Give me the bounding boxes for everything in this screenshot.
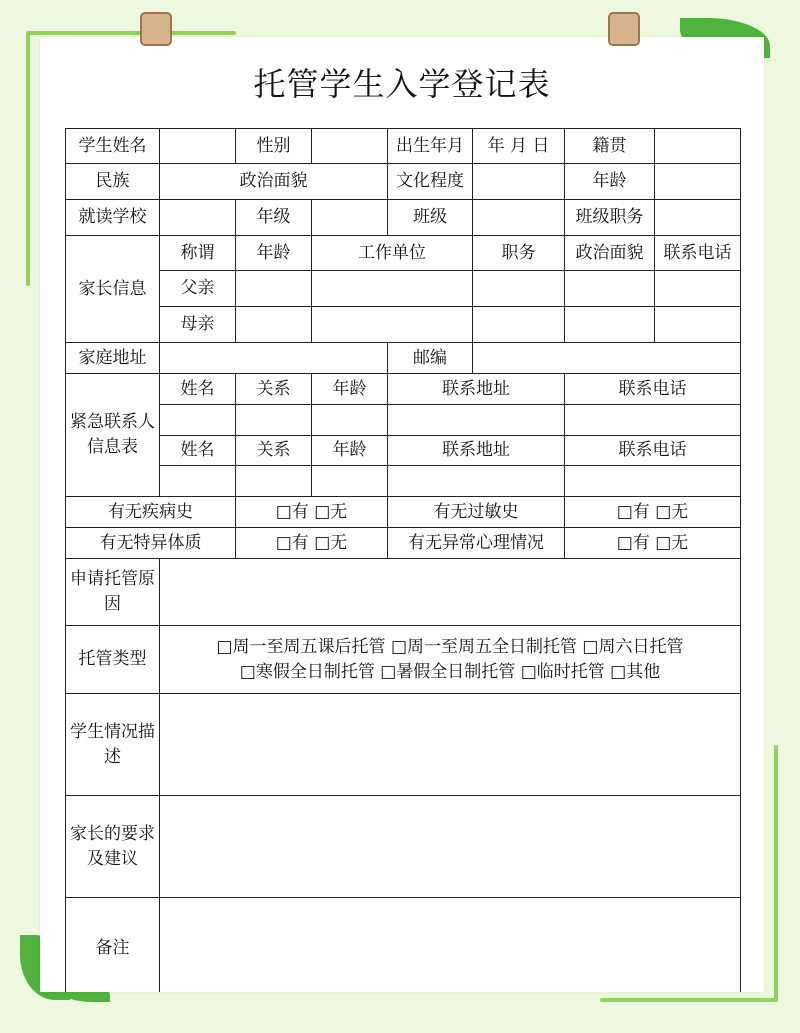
field-student-situation[interactable]	[160, 694, 741, 796]
field-emergency1-age[interactable]	[312, 405, 388, 436]
label-home-address: 家庭地址	[66, 343, 160, 374]
emergency-header-address: 联系地址	[388, 374, 565, 405]
field-mother-phone[interactable]	[655, 307, 741, 343]
label-psych-condition: 有无异常心理情况	[388, 528, 565, 559]
label-political-status: 政治面貌	[160, 164, 388, 200]
label-parent-requests: 家长的要求及建议	[66, 796, 160, 898]
binder-clip-right	[608, 12, 640, 46]
emergency-header-phone: 联系电话	[565, 374, 741, 405]
field-age[interactable]	[655, 164, 741, 200]
label-student-situation: 学生情况描述	[66, 694, 160, 796]
label-remarks: 备注	[66, 898, 160, 993]
field-emergency1-name[interactable]	[160, 405, 236, 436]
row-remarks	[66, 898, 741, 993]
field-emergency2-name[interactable]	[160, 466, 236, 497]
label-zip: 邮编	[388, 343, 473, 374]
emergency-header-phone-2: 联系电话	[565, 436, 741, 466]
row-basic-1	[66, 129, 741, 164]
row-care-type	[66, 626, 741, 694]
frame-line-right	[774, 745, 778, 1002]
label-student-name: 学生姓名	[66, 129, 160, 164]
label-school: 就读学校	[66, 200, 160, 236]
field-mother-political[interactable]	[565, 307, 655, 343]
checkbox-psych[interactable]: □有 □无	[565, 528, 741, 559]
field-emergency2-address[interactable]	[388, 466, 565, 497]
parent-header-title: 称谓	[160, 236, 236, 271]
row-health-2	[66, 528, 741, 559]
row-emergency-2	[66, 466, 741, 497]
field-mother-age[interactable]	[236, 307, 312, 343]
label-disease-history: 有无疾病史	[66, 497, 236, 528]
row-basic-3	[66, 200, 741, 236]
care-type-line-2[interactable]: □寒假全日制托管 □暑假全日制托管 □临时托管 □其他	[239, 661, 661, 682]
label-care-type: 托管类型	[66, 626, 160, 694]
field-class[interactable]	[473, 200, 565, 236]
row-emergency-header-1	[66, 374, 741, 405]
field-father-phone[interactable]	[655, 271, 741, 307]
row-basic-2	[66, 164, 741, 200]
field-native-place[interactable]	[655, 129, 741, 164]
label-gender: 性别	[236, 129, 312, 164]
field-mother-position[interactable]	[473, 307, 565, 343]
row-requests	[66, 796, 741, 898]
field-emergency2-age[interactable]	[312, 466, 388, 497]
row-father	[66, 271, 741, 307]
row-mother	[66, 307, 741, 343]
emergency-header-age-2: 年龄	[312, 436, 388, 466]
row-parent-header	[66, 236, 741, 271]
field-father-position[interactable]	[473, 271, 565, 307]
label-class: 班级	[388, 200, 473, 236]
row-reason	[66, 559, 741, 626]
row-emergency-1	[66, 405, 741, 436]
label-special-constitution: 有无特异体质	[66, 528, 236, 559]
field-remarks[interactable]	[160, 898, 741, 993]
row-address	[66, 343, 741, 374]
label-mother: 母亲	[160, 307, 236, 343]
field-father-political[interactable]	[565, 271, 655, 307]
registration-table	[65, 128, 741, 992]
field-emergency2-relation[interactable]	[236, 466, 312, 497]
parent-header-phone: 联系电话	[655, 236, 741, 271]
field-emergency1-address[interactable]	[388, 405, 565, 436]
row-health-1	[66, 497, 741, 528]
field-home-address[interactable]	[160, 343, 388, 374]
checkbox-allergy[interactable]: □有 □无	[565, 497, 741, 528]
emergency-header-name: 姓名	[160, 374, 236, 405]
parent-header-political: 政治面貌	[565, 236, 655, 271]
checkbox-special[interactable]: □有 □无	[236, 528, 388, 559]
label-parent-info: 家长信息	[66, 236, 160, 343]
emergency-header-address-2: 联系地址	[388, 436, 565, 466]
checkbox-disease[interactable]: □有 □无	[236, 497, 388, 528]
field-student-name[interactable]	[160, 129, 236, 164]
binder-clip-left	[140, 12, 172, 46]
field-emergency1-relation[interactable]	[236, 405, 312, 436]
field-parent-requests[interactable]	[160, 796, 741, 898]
row-situation	[66, 694, 741, 796]
label-allergy-history: 有无过敏史	[388, 497, 565, 528]
label-father: 父亲	[160, 271, 236, 307]
label-native-place: 籍贯	[565, 129, 655, 164]
parent-header-position: 职务	[473, 236, 565, 271]
emergency-header-name-2: 姓名	[160, 436, 236, 466]
label-education: 文化程度	[388, 164, 473, 200]
emergency-header-relation-2: 关系	[236, 436, 312, 466]
row-emergency-header-2	[66, 436, 741, 466]
field-father-age[interactable]	[236, 271, 312, 307]
parent-header-employer: 工作单位	[312, 236, 473, 271]
field-father-employer[interactable]	[312, 271, 473, 307]
care-type-line-1[interactable]: □周一至周五课后托管 □周一至周五全日制托管 □周六日托管	[216, 636, 684, 657]
field-education[interactable]	[473, 164, 565, 200]
frame-line-bottom-right	[600, 998, 778, 1002]
frame-line-left	[26, 31, 30, 286]
emergency-header-relation: 关系	[236, 374, 312, 405]
form-title: 托管学生入学登记表	[253, 65, 551, 103]
field-zip[interactable]	[473, 343, 741, 374]
frame-line-top-left	[26, 31, 236, 35]
label-birth: 出生年月	[388, 129, 473, 164]
label-class-duty: 班级职务	[565, 200, 655, 236]
field-reason[interactable]	[160, 559, 741, 626]
field-school[interactable]	[160, 200, 236, 236]
field-emergency2-phone[interactable]	[565, 466, 741, 497]
field-birth-date[interactable]: 年 月 日	[473, 129, 565, 164]
field-emergency1-phone[interactable]	[565, 405, 741, 436]
label-ethnicity: 民族	[66, 164, 160, 200]
care-type-options	[160, 626, 741, 694]
field-gender[interactable]	[312, 129, 388, 164]
field-class-duty[interactable]	[655, 200, 741, 236]
field-grade[interactable]	[312, 200, 388, 236]
registration-form-paper	[40, 37, 764, 992]
label-reason: 申请托管原因	[66, 559, 160, 626]
label-grade: 年级	[236, 200, 312, 236]
emergency-header-age: 年龄	[312, 374, 388, 405]
label-emergency-contact: 紧急联系人信息表	[66, 374, 160, 497]
parent-header-age: 年龄	[236, 236, 312, 271]
field-mother-employer[interactable]	[312, 307, 473, 343]
label-age: 年龄	[565, 164, 655, 200]
